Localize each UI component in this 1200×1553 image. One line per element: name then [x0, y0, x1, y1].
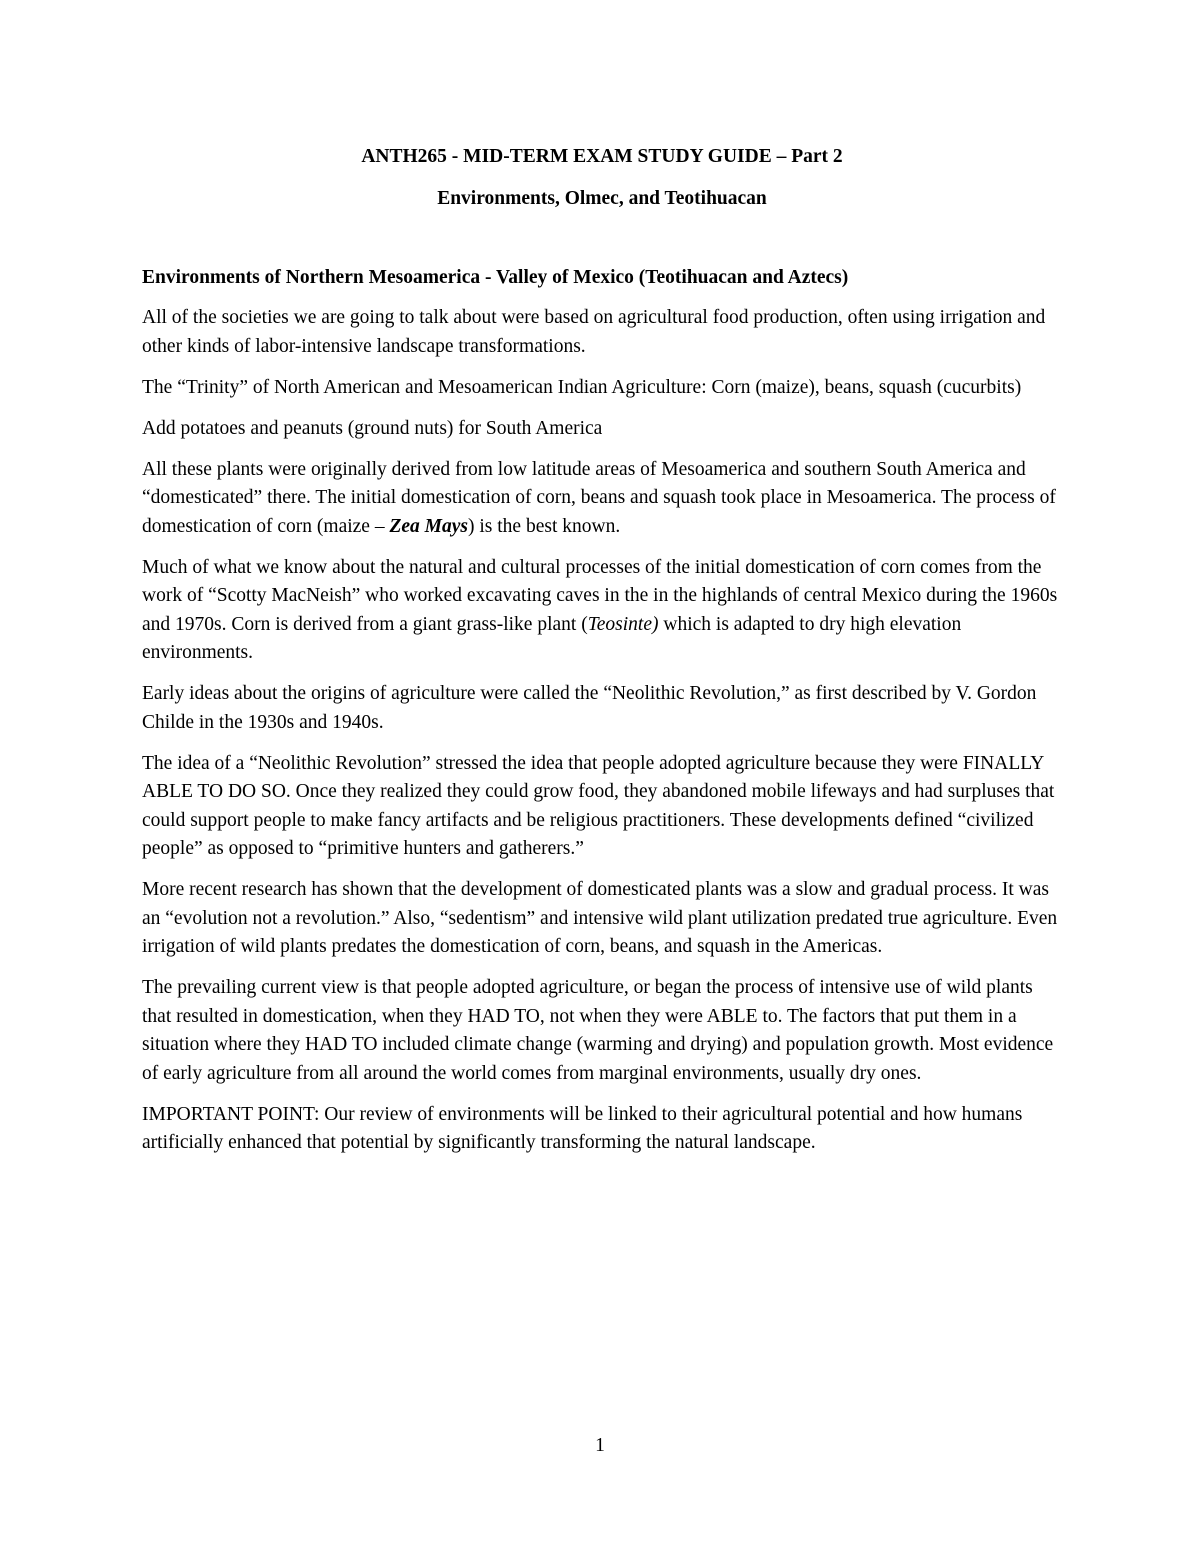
- zea-mays-term: Zea Mays: [389, 515, 468, 537]
- paragraph-trinity: The “Trinity” of North American and Mesoamerican Indian Agriculture: Corn (maize), beans, squash (cucurbits): [142, 376, 1022, 398]
- paragraph-recent-research: More recent research has shown that the development of domesticated plants was a slow and gradual process. It was an “evolution not a revolution.” Also, “sedentism” and intensive wild plant utilization predated true agriculture. Even irrigation of wild plants predates the domestication of corn, beans, and squash in the Americas.: [142, 879, 1058, 957]
- section-heading: Environments of Northern Mesoamerica - Valley of Mexico (Teotihuacan and Aztecs): [142, 267, 849, 288]
- paragraph-current-view: The prevailing current view is that people adopted agriculture, or began the process of intensive use of wild plants that resulted in domestication, when they HAD TO, not when they were ABLE to. The factors that put them in a situation where they HAD TO included climate change (warming and drying) and population growth. Most evidence of early agriculture from all around the world comes from marginal environments, usually dry ones.: [142, 977, 1054, 1084]
- paragraph-text: which is adapted to dry high elevation environments.: [142, 613, 962, 663]
- paragraph-text: ) is the best known.: [468, 515, 621, 537]
- page-content: [142, 143, 1062, 1170]
- paragraph-text: Much of what we know about the natural and cultural processes of the initial domestication of corn comes from the work of “Scotty MacNeish” who worked excavating caves in the in the highlands of central Mexico during the 1960s and 1970s. Corn is derived from a giant grass-like plant (: [142, 556, 1058, 635]
- paragraph-neolithic-revolution: The idea of a “Neolithic Revolution” stressed the idea that people adopted agriculture because they were FINALLY ABLE TO DO SO. Once they realized they could grow food, they abandoned mobile lifeways and had surpluses that could support people to make fancy artifacts and be religious practitioners. These developments defined “civilized people” as opposed to “primitive hunters and gatherers.”: [142, 752, 1055, 859]
- paragraph-early-ideas: Early ideas about the origins of agriculture were called the “Neolithic Revolution,” as first described by V. Gordon Childe in the 1930s and 1940s.: [142, 683, 1037, 733]
- paragraph-agricultural-societies: All of the societies we are going to talk about were based on agricultural food production, often using irrigation and other kinds of labor-intensive landscape transformations.: [142, 307, 1046, 357]
- paragraph-important-point: IMPORTANT POINT: Our review of environments will be linked to their agricultural potential and how humans artificially enhanced that potential by significantly transforming the natural landscape.: [142, 1103, 1023, 1153]
- page-number: 1: [595, 1435, 605, 1456]
- paragraph-domestication-origins: [142, 456, 1062, 542]
- paragraph-text: All these plants were originally derived from low latitude areas of Mesoamerica and southern South America and “domesticated” there. The initial domestication of corn, beans and squash took place in Mesoamerica. The process of domestication of corn (maize –: [142, 458, 1056, 537]
- paragraph-macneish: [142, 554, 1062, 668]
- teosinte-term: Teosinte): [587, 613, 659, 635]
- paragraph-south-america: Add potatoes and peanuts (ground nuts) for South America: [142, 417, 603, 439]
- document-title: ANTH265 - MID-TERM EXAM STUDY GUIDE – Part 2: [361, 146, 843, 167]
- document-subtitle: Environments, Olmec, and Teotihuacan: [437, 188, 767, 209]
